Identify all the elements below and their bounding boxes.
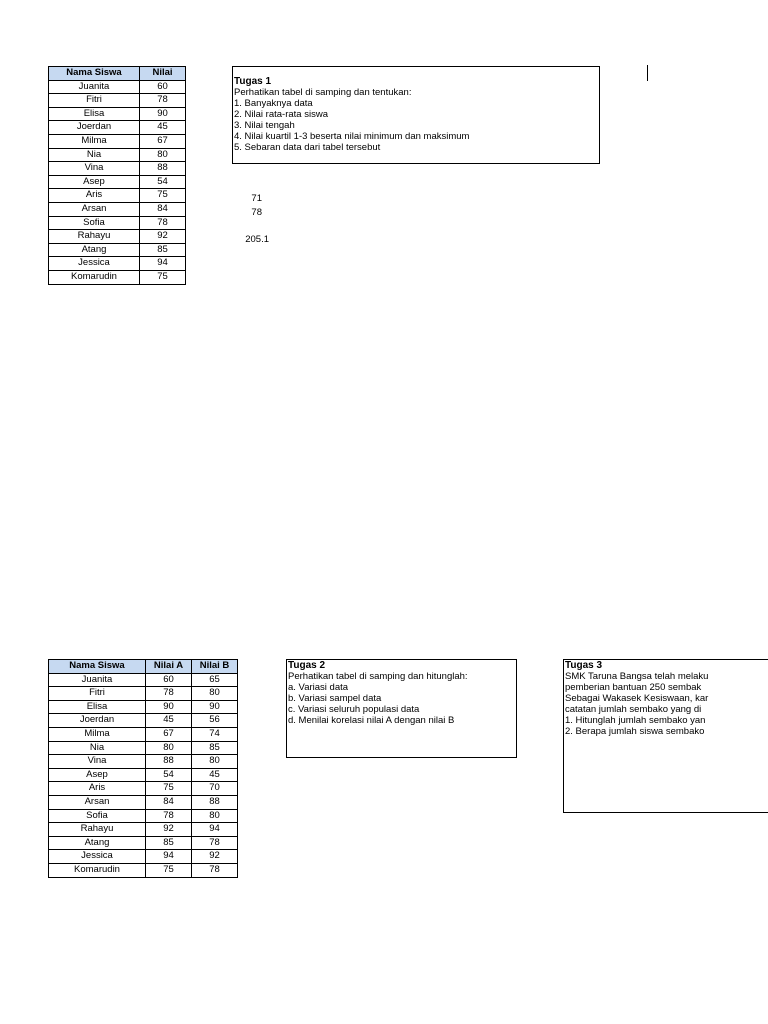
- score-cell[interactable]: 80: [146, 741, 192, 755]
- score-cell[interactable]: 65: [192, 673, 238, 687]
- task-2-line: a. Variasi data: [288, 682, 349, 693]
- student-name-cell[interactable]: Arsan: [49, 202, 140, 216]
- table-row: [49, 809, 238, 823]
- task-1-line: 4. Nilai kuartil 1-3 beserta nilai minimum dan maksimum: [234, 131, 470, 142]
- table-row: [49, 755, 238, 769]
- score-cell[interactable]: 88: [192, 795, 238, 809]
- score-cell[interactable]: 80: [192, 809, 238, 823]
- score-cell[interactable]: 92: [192, 850, 238, 864]
- student-name-cell[interactable]: Vina: [49, 755, 146, 769]
- score-cell[interactable]: 84: [140, 202, 186, 216]
- task-3-line: pemberian bantuan 250 sembak: [565, 682, 702, 693]
- student-name-cell[interactable]: Asep: [49, 768, 146, 782]
- task-1-title: Tugas 1: [234, 76, 272, 87]
- score-cell[interactable]: 80: [140, 148, 186, 162]
- task-1-line: 3. Nilai tengah: [234, 120, 295, 131]
- task-2-line: b. Variasi sampel data: [288, 693, 382, 704]
- score-cell[interactable]: 92: [146, 823, 192, 837]
- table-row: [49, 850, 238, 864]
- score-cell[interactable]: 56: [192, 714, 238, 728]
- table-row: [49, 202, 186, 216]
- table-header-row: [49, 67, 186, 81]
- table-row: [49, 243, 186, 257]
- student-name-cell[interactable]: Joerdan: [49, 121, 140, 135]
- student-name-cell[interactable]: Jessica: [49, 257, 140, 271]
- table-row: [49, 94, 186, 108]
- score-cell[interactable]: 78: [146, 809, 192, 823]
- table-row: [49, 836, 238, 850]
- score-cell[interactable]: 80: [192, 687, 238, 701]
- task-3-line: catatan jumlah sembako yang di: [565, 704, 702, 715]
- table-row: [49, 768, 238, 782]
- table-row: [49, 80, 186, 94]
- score-cell[interactable]: 78: [192, 836, 238, 850]
- cell-value[interactable]: 78: [251, 207, 262, 218]
- student-name-cell[interactable]: Jessica: [49, 850, 146, 864]
- score-cell[interactable]: 67: [140, 134, 186, 148]
- student-name-cell[interactable]: Nia: [49, 148, 140, 162]
- task-1-box[interactable]: [232, 66, 600, 164]
- task-1-line: Perhatikan tabel di samping dan tentukan:: [234, 87, 412, 98]
- score-cell[interactable]: 60: [140, 80, 186, 94]
- task-3-line: SMK Taruna Bangsa telah melaku: [565, 671, 709, 682]
- student-name-cell[interactable]: Fitri: [49, 687, 146, 701]
- task-1-line: 5. Sebaran data dari tabel tersebut: [234, 142, 381, 153]
- student-name-cell[interactable]: Komarudin: [49, 863, 146, 877]
- table-row: [49, 175, 186, 189]
- table-row: [49, 162, 186, 176]
- score-cell[interactable]: 45: [146, 714, 192, 728]
- table-row: [49, 782, 238, 796]
- table-row: [49, 687, 238, 701]
- student-name-cell[interactable]: Arsan: [49, 795, 146, 809]
- table-row: [49, 216, 186, 230]
- task-3-line: 2. Berapa jumlah siswa sembako: [565, 726, 705, 737]
- task-3-line: Sebagai Wakasek Kesiswaan, kar: [565, 693, 709, 704]
- student-name-cell[interactable]: Juanita: [49, 80, 140, 94]
- score-cell[interactable]: 78: [140, 216, 186, 230]
- cell-value[interactable]: 205.1: [245, 234, 269, 245]
- table-body: [49, 80, 186, 284]
- student-name-cell[interactable]: Aris: [49, 782, 146, 796]
- student-name-cell[interactable]: Milma: [49, 727, 146, 741]
- student-name-cell[interactable]: Joerdan: [49, 714, 146, 728]
- table-row: [49, 714, 238, 728]
- score-cell[interactable]: 75: [146, 782, 192, 796]
- score-cell[interactable]: 54: [146, 768, 192, 782]
- score-cell[interactable]: 88: [146, 755, 192, 769]
- score-cell[interactable]: 85: [146, 836, 192, 850]
- table-row: [49, 795, 238, 809]
- table-row: [49, 257, 186, 271]
- student-name-cell[interactable]: Milma: [49, 134, 140, 148]
- score-cell[interactable]: 45: [140, 121, 186, 135]
- score-cell[interactable]: 67: [146, 727, 192, 741]
- score-cell[interactable]: 88: [140, 162, 186, 176]
- student-name-cell[interactable]: Aris: [49, 189, 140, 203]
- task-2-line: c. Variasi seluruh populasi data: [288, 704, 420, 715]
- student-name-cell[interactable]: Rahayu: [49, 230, 140, 244]
- column-header-score-a[interactable]: Nilai A: [146, 660, 192, 674]
- student-name-cell[interactable]: Rahayu: [49, 823, 146, 837]
- task-3-title: Tugas 3: [565, 660, 603, 671]
- table-row: [49, 134, 186, 148]
- student-name-cell[interactable]: Sofia: [49, 809, 146, 823]
- task-3-box[interactable]: [563, 659, 768, 813]
- score-cell[interactable]: 94: [140, 257, 186, 271]
- score-cell[interactable]: 75: [146, 863, 192, 877]
- score-cell[interactable]: 94: [146, 850, 192, 864]
- text-cursor: [647, 65, 648, 81]
- student-name-cell[interactable]: Juanita: [49, 673, 146, 687]
- table-row: [49, 107, 186, 121]
- column-header-score[interactable]: Nilai: [140, 67, 186, 81]
- score-cell[interactable]: 78: [192, 863, 238, 877]
- score-cell[interactable]: 45: [192, 768, 238, 782]
- task-3-line: 1. Hitunglah jumlah sembako yan: [565, 715, 706, 726]
- student-name-cell[interactable]: Vina: [49, 162, 140, 176]
- column-header-score-b[interactable]: Nilai B: [192, 660, 238, 674]
- student-name-cell[interactable]: Elisa: [49, 107, 140, 121]
- student-name-cell[interactable]: Asep: [49, 175, 140, 189]
- score-cell[interactable]: 94: [192, 823, 238, 837]
- task-1-line: 2. Nilai rata-rata siswa: [234, 109, 328, 120]
- score-cell[interactable]: 60: [146, 673, 192, 687]
- student-name-cell[interactable]: Nia: [49, 741, 146, 755]
- score-cell[interactable]: 84: [146, 795, 192, 809]
- grades-table-1: [48, 66, 186, 285]
- table-row: [49, 148, 186, 162]
- table-row: [49, 823, 238, 837]
- task-2-box[interactable]: [286, 659, 517, 758]
- table-row: [49, 121, 186, 135]
- student-name-cell[interactable]: Elisa: [49, 700, 146, 714]
- student-name-cell[interactable]: Atang: [49, 836, 146, 850]
- score-cell[interactable]: 92: [140, 230, 186, 244]
- score-cell[interactable]: 85: [192, 741, 238, 755]
- student-name-cell[interactable]: Fitri: [49, 94, 140, 108]
- student-name-cell[interactable]: Sofia: [49, 216, 140, 230]
- cell-value[interactable]: 71: [251, 193, 262, 204]
- score-cell[interactable]: 70: [192, 782, 238, 796]
- task-2-line: d. Menilai korelasi nilai A dengan nilai B: [288, 715, 455, 726]
- task-1-line: 1. Banyaknya data: [234, 98, 313, 109]
- score-cell[interactable]: 54: [140, 175, 186, 189]
- table-row: [49, 673, 238, 687]
- score-cell[interactable]: 85: [140, 243, 186, 257]
- score-cell[interactable]: 90: [192, 700, 238, 714]
- score-cell[interactable]: 75: [140, 189, 186, 203]
- table-row: [49, 863, 238, 877]
- task-2-line: Perhatikan tabel di samping dan hitunglah:: [288, 671, 468, 682]
- table-row: [49, 700, 238, 714]
- table-row: [49, 270, 186, 284]
- score-cell[interactable]: 90: [146, 700, 192, 714]
- task-2-title: Tugas 2: [288, 660, 326, 671]
- student-name-cell[interactable]: Komarudin: [49, 270, 140, 284]
- grades-table-2: [48, 659, 238, 878]
- score-cell[interactable]: 90: [140, 107, 186, 121]
- table-body: [49, 673, 238, 877]
- table-row: [49, 727, 238, 741]
- table-row: [49, 230, 186, 244]
- column-header-name[interactable]: Nama Siswa: [49, 660, 146, 674]
- table-header-row: [49, 660, 238, 674]
- score-cell[interactable]: 78: [146, 687, 192, 701]
- table-row: [49, 189, 186, 203]
- score-cell[interactable]: 75: [140, 270, 186, 284]
- score-cell[interactable]: 80: [192, 755, 238, 769]
- column-header-name[interactable]: Nama Siswa: [49, 67, 140, 81]
- score-cell[interactable]: 78: [140, 94, 186, 108]
- student-name-cell[interactable]: Atang: [49, 243, 140, 257]
- table-row: [49, 741, 238, 755]
- score-cell[interactable]: 74: [192, 727, 238, 741]
